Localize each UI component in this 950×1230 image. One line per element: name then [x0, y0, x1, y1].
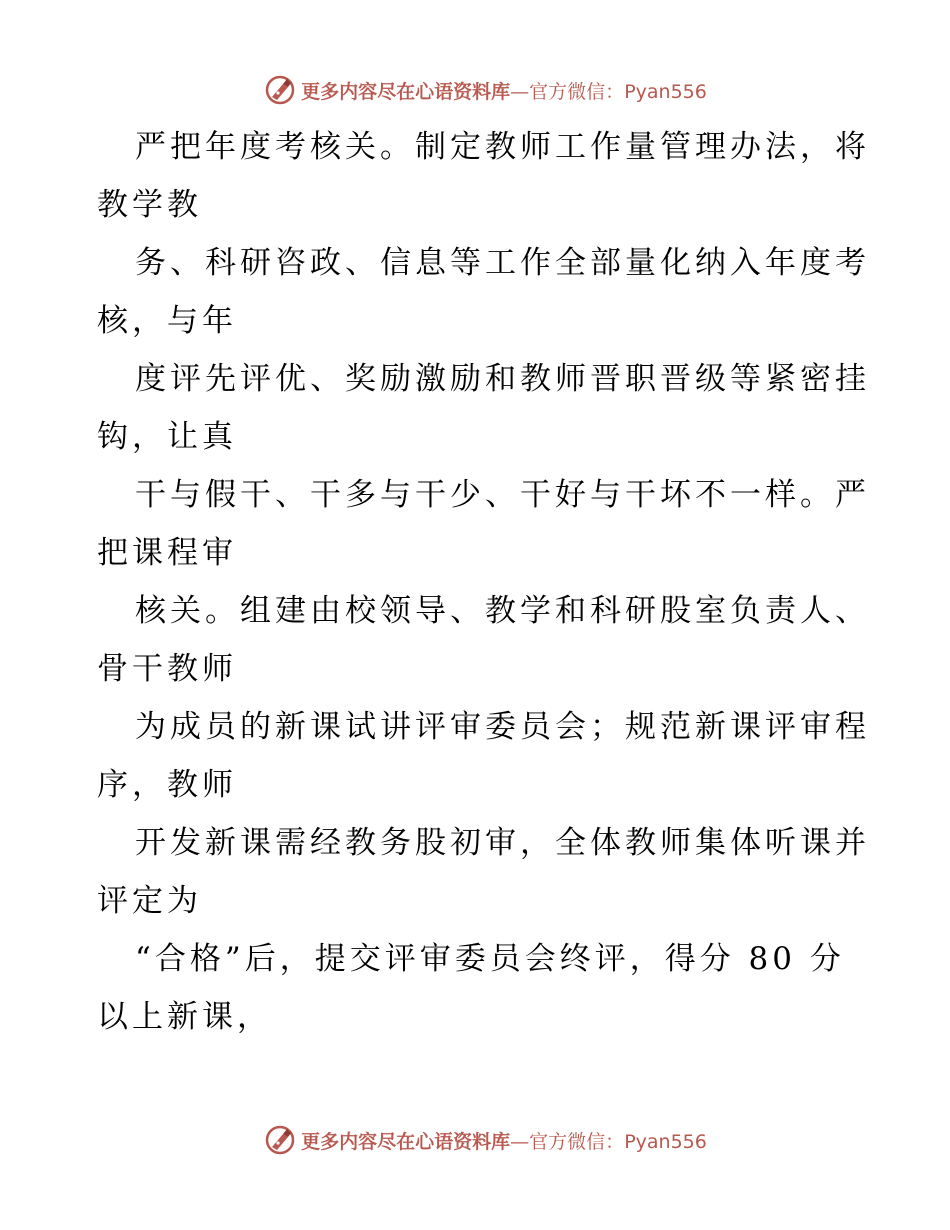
pen-nib-logo-icon [263, 73, 297, 107]
footer-watermark [0, 1120, 950, 1160]
paragraph-line [97, 466, 870, 582]
line-continuation: 序，教师 [97, 767, 237, 803]
line-text: 严把年度考核关。制定教师工作量管理办法，将 [135, 129, 870, 165]
paragraph-line [97, 930, 857, 1046]
line-continuation: 教学教 [97, 187, 202, 223]
document-body [97, 118, 870, 1046]
line-continuation: 骨干教师 [97, 651, 237, 687]
paragraph-line [97, 118, 870, 234]
line-text: “合格”后，提交评审委员会终评，得分 80 分 [135, 941, 845, 977]
line-text: 度评先评优、奖励激励和教师晋职晋级等紧密挂 [135, 361, 870, 397]
pen-nib-logo-icon [263, 1123, 297, 1157]
watermark-text: 更多内容尽在心语资料库—官方微信：Pyan556 [301, 80, 707, 103]
line-text: 务、科研咨政、信息等工作全部量化纳入年度考 [135, 245, 870, 281]
paragraph-line [97, 698, 870, 814]
paragraph-line [97, 814, 870, 930]
line-continuation: 以上新课， [97, 999, 272, 1035]
paragraph-line [97, 350, 870, 466]
line-text: 开发新课需经教务股初审，全体教师集体听课并 [135, 825, 870, 861]
line-text: 干与假干、干多与干少、干好与干坏不一样。严 [135, 477, 870, 513]
paragraph-line [97, 234, 870, 350]
line-continuation: 把课程审 [97, 535, 237, 571]
line-text: 核关。组建由校领导、教学和科研股室负责人、 [135, 593, 870, 629]
watermark-text: 更多内容尽在心语资料库—官方微信：Pyan556 [301, 1130, 707, 1153]
line-continuation: 评定为 [97, 883, 202, 919]
header-watermark [0, 70, 950, 110]
line-text: 为成员的新课试讲评审委员会；规范新课评审程 [135, 709, 870, 745]
line-continuation: 钩，让真 [97, 419, 237, 455]
line-continuation: 核，与年 [97, 303, 237, 339]
paragraph-line [97, 582, 870, 698]
